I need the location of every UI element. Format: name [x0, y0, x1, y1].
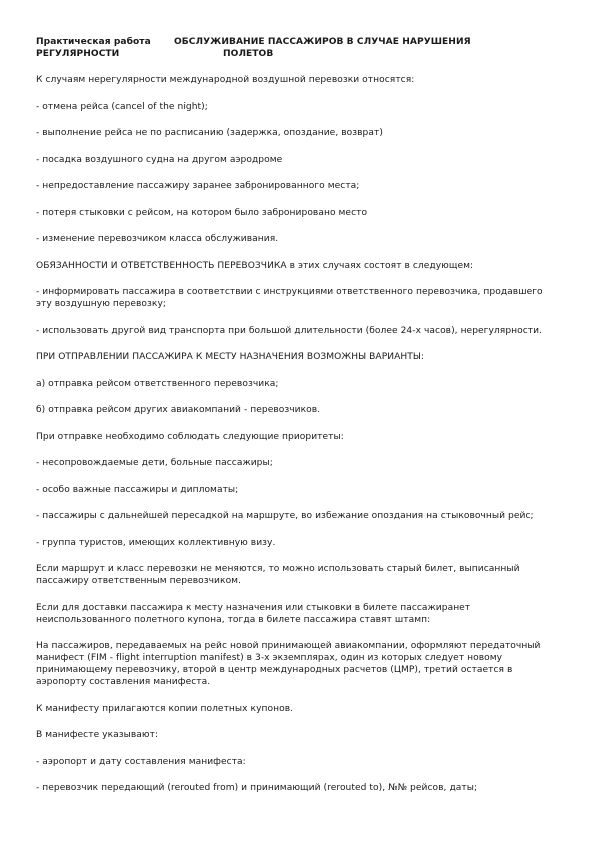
title-line-1 [36, 36, 556, 48]
document-page [36, 36, 556, 809]
title-label: Практическая работа [36, 37, 151, 47]
title-line-2 [36, 48, 556, 60]
paragraph: - несопровождаемые дети, больные пассажиры; [36, 458, 273, 468]
paragraph: ПРИ ОТПРАВЛЕНИИ ПАССАЖИРА К МЕСТУ НАЗНАЧЕНИЯ ВОЗМОЖНЫ ВАРИАНТЫ: [36, 352, 425, 362]
paragraph: - посадка воздушного судна на другом аэродроме [36, 154, 283, 165]
paragraph: ОБЯЗАННОСТИ И ОТВЕТСТВЕННОСТЬ ПЕРЕВОЗЧИКА в этих случаях состоят в следующем: [36, 260, 474, 271]
paragraph: - пассажиры с дальнейшей пересадкой на маршруте, во избежание опоздания на стыковочный рейс; [36, 511, 534, 521]
title-second-left: РЕГУЛЯРНОСТИ [36, 49, 120, 59]
paragraph: Если для доставки пассажира к месту назначения или стыковки в билете пассажиранет неиспользованного полетного купона, тогда в билете пассажира ставят штамп: [36, 602, 471, 625]
paragraph: - потеря стыковки с рейсом, на котором было забронировано место [36, 207, 368, 218]
document-body [36, 74, 556, 794]
paragraph: - информировать пассажира в соответствии с инструкциями ответственного перевозчика, продавшего эту воздушную перевозку; [36, 287, 543, 309]
paragraph: Если маршрут и класс перевозки не меняются, то можно использовать старый билет, выписанный пассажиру ответственным перевозчиком. [36, 564, 520, 586]
paragraph: - перевозчик передающий (rerouted from) и принимающий (rerouted to), №№ рейсов, даты; [36, 783, 478, 793]
paragraph: На пассажиров, передаваемых на рейс новой принимающей авиакомпании, оформляют передаточный манифест (FIM - flight interruption manifest) в 3-х экземплярах, один из которых следует новому принимающему перевозчику, второй в центр международных расчетов (ЦМР), третий остается в аэропорту составления манифеста. [36, 641, 541, 687]
paragraph: В манифесте указывают: [36, 730, 159, 740]
paragraph: - непредоставление пассажиру заранее забронированного места; [36, 181, 360, 191]
paragraph: а) отправка рейсом ответственного перевозчика; [36, 378, 279, 389]
title-main: ОБСЛУЖИВАНИЕ ПАССАЖИРОВ В СЛУЧАЕ НАРУШЕНИЯ [174, 37, 471, 47]
paragraph: - выполнение рейса не по расписанию (задержка, опоздание, возврат) [36, 128, 383, 138]
paragraph: - особо важные пассажиры и дипломаты; [36, 484, 239, 495]
title-second-right: ПОЛЕТОВ [223, 49, 274, 59]
paragraph: К случаям нерегулярности международной воздушной перевозки относятся: [36, 75, 415, 85]
paragraph: К манифесту прилагаются копии полетных купонов. [36, 703, 294, 714]
paragraph: - группа туристов, имеющих коллективную визу. [36, 537, 276, 548]
paragraph: - отмена рейса (cancel of the night); [36, 101, 208, 112]
paragraph: - изменение перевозчиком класса обслуживания. [36, 234, 279, 244]
document-title [36, 36, 556, 60]
paragraph: - аэропорт и дату составления манифеста: [36, 756, 246, 767]
paragraph: При отправке необходимо соблюдать следующие приоритеты: [36, 431, 344, 442]
paragraph: - использовать другой вид транспорта при большой длительности (более 24-х часов), нерегулярности. [36, 325, 543, 336]
paragraph: б) отправка рейсом других авиакомпаний - перевозчиков. [36, 405, 321, 415]
